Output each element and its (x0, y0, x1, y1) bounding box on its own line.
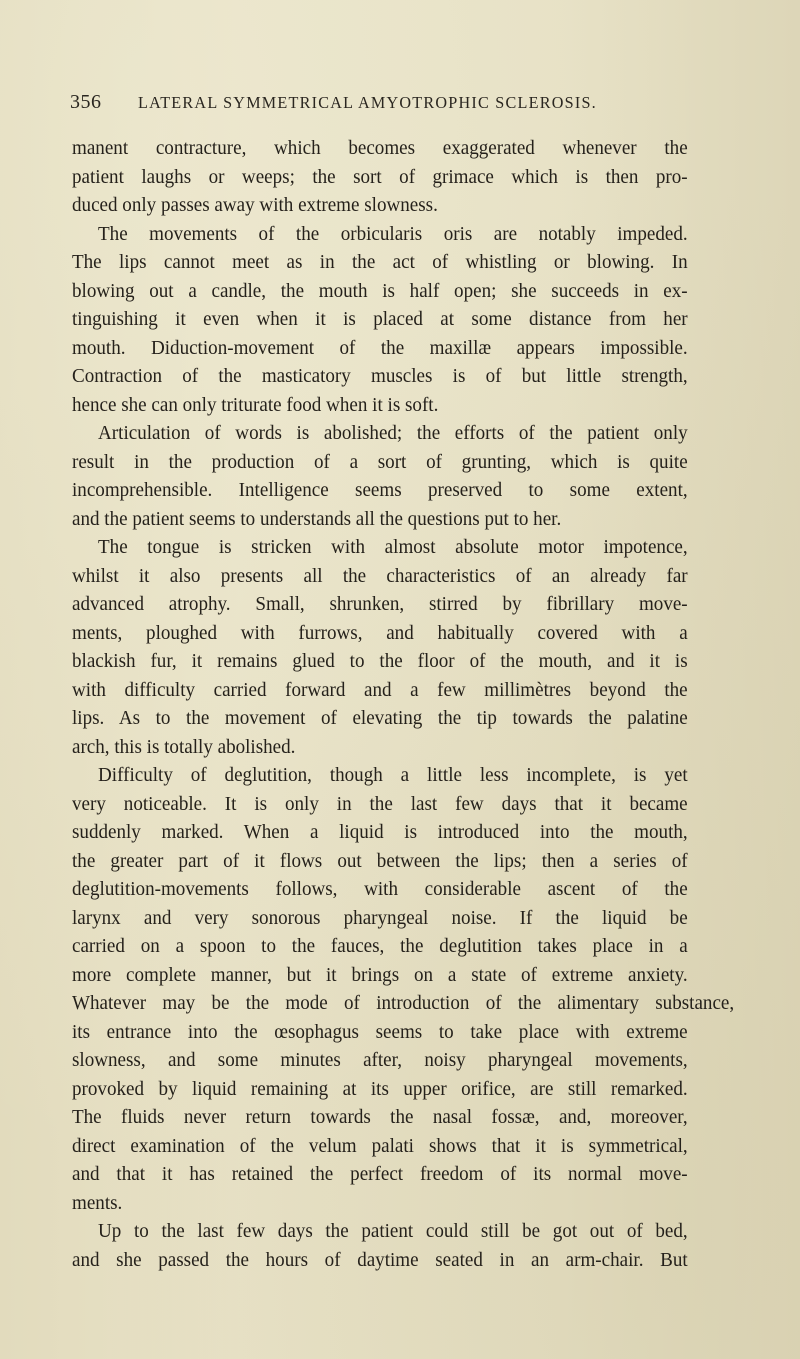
paragraph-start-line: The movements of the orbicularis oris are notably impeded. (98, 222, 688, 245)
running-head: LATERAL SYMMETRICAL AMYOTROPHIC SCLEROSIS. (138, 93, 597, 112)
page-header (70, 91, 740, 119)
text-line: deglutition-movements follows, with considerable ascent of the (72, 878, 688, 900)
text-line: Whatever may be the mode of introduction of the alimentary substance, (72, 992, 735, 1014)
text-line: blackish fur, it remains glued to the floor of the mouth, and it is (72, 650, 688, 672)
text-line: with difficulty carried forward and a few millimètres beyond the (72, 678, 688, 701)
text-line: and she passed the hours of daytime seated in an arm-chair. But (72, 1248, 688, 1271)
text-line: ments, ploughed with furrows, and habitually covered with a (72, 621, 688, 644)
text-line: its entrance into the œsophagus seems to take place with extreme (72, 1020, 688, 1043)
text-line: duced only passes away with extreme slowness. (72, 194, 438, 216)
text-line: advanced atrophy. Small, shrunken, stirred by fibrillary move- (72, 593, 688, 615)
page-number: 356 (70, 91, 102, 113)
text-line: whilst it also presents all the characteristics of an already far (72, 564, 688, 587)
text-line: mouth. Diduction-movement of the maxillæ appears impossible. (72, 336, 688, 359)
text-line: hence she can only triturate food when it is soft. (72, 393, 439, 416)
text-line: very noticeable. It is only in the last few days that it became (72, 792, 688, 815)
text-line: result in the production of a sort of grunting, which is quite (72, 450, 688, 473)
text-line: manent contracture, which becomes exaggerated whenever the (72, 137, 688, 159)
paragraph-start-line: Articulation of words is abolished; the efforts of the patient only (98, 422, 688, 444)
paragraph-start-line: Up to the last few days the patient could still be got out of bed, (98, 1220, 688, 1242)
text-line: carried on a spoon to the fauces, the deglutition takes place in a (72, 935, 688, 957)
text-line: Contraction of the masticatory muscles is of but little strength, (72, 365, 688, 387)
paragraph-start-line: Difficulty of deglutition, though a little less incomplete, is yet (98, 764, 688, 786)
text-line: provoked by liquid remaining at its upper orifice, are still remarked. (72, 1077, 688, 1100)
paragraph-start-line: The tongue is stricken with almost absolute motor impotence, (98, 536, 688, 558)
text-line: incomprehensible. Intelligence seems preserved to some extent, (72, 479, 688, 501)
text-line: tinguishing it even when it is placed at some distance from her (72, 308, 688, 330)
text-line: The lips cannot meet as in the act of whistling or blowing. In (72, 251, 688, 273)
text-line: direct examination of the velum palati shows that it is symmetrical, (72, 1134, 688, 1157)
text-line: slowness, and some minutes after, noisy pharyngeal movements, (72, 1049, 688, 1071)
text-line: lips. As to the movement of elevating the tip towards the palatine (72, 707, 688, 729)
text-line: The fluids never return towards the nasal fossæ, and, moreover, (72, 1106, 688, 1128)
text-line: more complete manner, but it brings on a state of extreme anxiety. (72, 963, 688, 986)
text-line: blowing out a candle, the mouth is half open; she succeeds in ex- (72, 279, 688, 302)
text-line: patient laughs or weeps; the sort of grimace which is then pro- (72, 165, 688, 188)
text-line: suddenly marked. When a liquid is introduced into the mouth, (72, 821, 688, 843)
text-line: the greater part of it flows out between the lips; then a series of (72, 849, 688, 872)
text-line: arch, this is totally abolished. (72, 735, 296, 758)
text-line: and the patient seems to understands all the questions put to her. (72, 507, 562, 530)
text-line: larynx and very sonorous pharyngeal noise. If the liquid be (72, 906, 688, 929)
text-line: ments. (72, 1191, 123, 1214)
text-line: and that it has retained the perfect freedom of its normal move- (72, 1163, 688, 1185)
